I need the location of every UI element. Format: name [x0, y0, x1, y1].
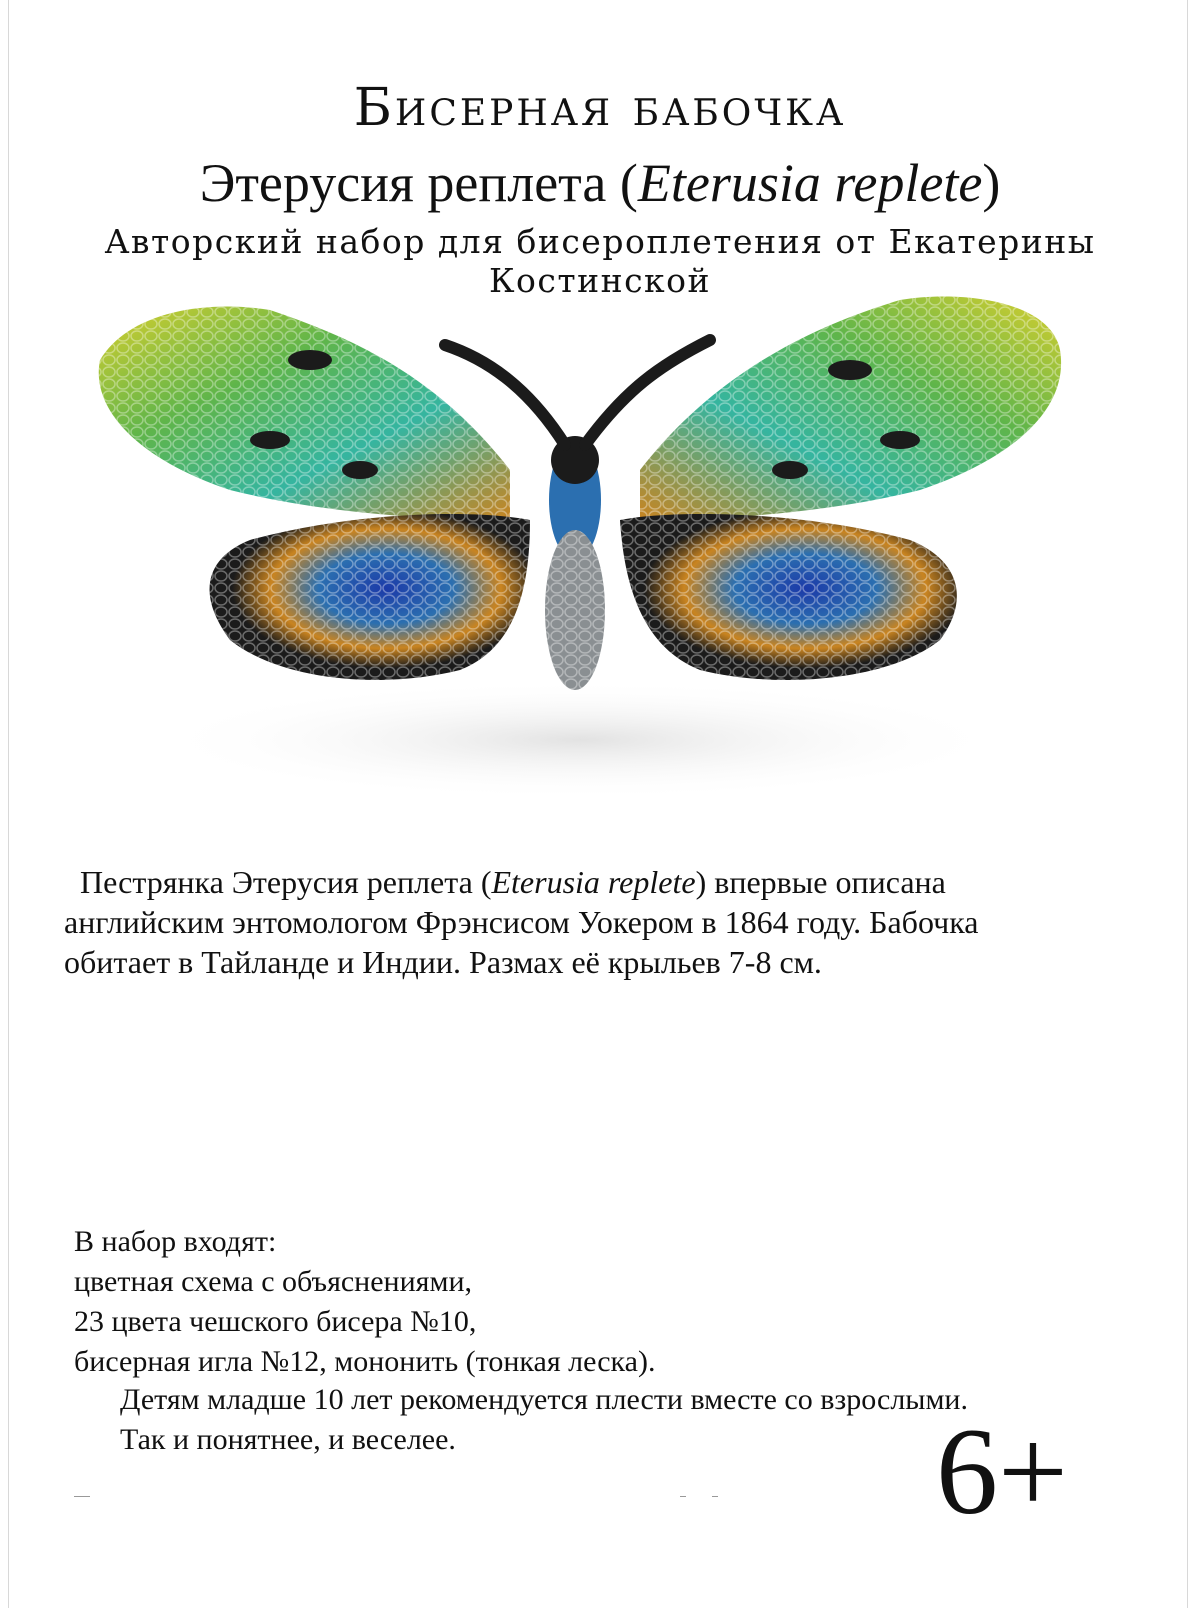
age-rating-badge: 6+: [936, 1403, 1068, 1540]
kit-item: 23 цвета чешского бисера №10,: [74, 1305, 477, 1338]
note-line2: Так и понятнее, и веселее.: [120, 1423, 456, 1456]
kit-item: бисерная игла №12, мононить (тонкая леска).: [74, 1345, 656, 1378]
description-part2: ) впервые описана: [695, 864, 946, 900]
description-latin: Eterusia replete: [491, 864, 696, 900]
kit-subtitle: Авторский набор для бисероплетения от Екатерины Костинской: [104, 222, 1096, 300]
description-line3: обитает в Тайланде и Индии. Размах её крыльев 7-8 см.: [64, 944, 822, 980]
kit-item: цветная схема с объяснениями,: [74, 1265, 472, 1298]
species-title: [0, 152, 1200, 214]
divider-mark: [680, 1496, 686, 1497]
description-part1: Пестрянка Этерусия реплета (: [80, 864, 492, 900]
species-title-latin: Eterusia replete: [637, 153, 983, 213]
species-title-ru: Этерусия реплета (: [199, 153, 638, 213]
species-description: [64, 862, 1144, 982]
divider-mark: [74, 1496, 90, 1497]
kit-contents: [74, 1222, 655, 1382]
description-line2: английским энтомологом Фрэнсисом Уокером в 1864 году. Бабочка: [64, 904, 979, 940]
kit-contents-heading: В набор входят:: [74, 1225, 277, 1258]
beaded-butterfly-image: [60, 270, 1140, 830]
species-title-close: ): [982, 153, 1001, 213]
series-title: Бисерная бабочка: [353, 78, 847, 138]
age-recommendation-note: [120, 1380, 968, 1460]
note-line1: Детям младше 10 лет рекомендуется плести вместе со взрослыми.: [120, 1383, 968, 1416]
divider-mark: [712, 1496, 718, 1497]
